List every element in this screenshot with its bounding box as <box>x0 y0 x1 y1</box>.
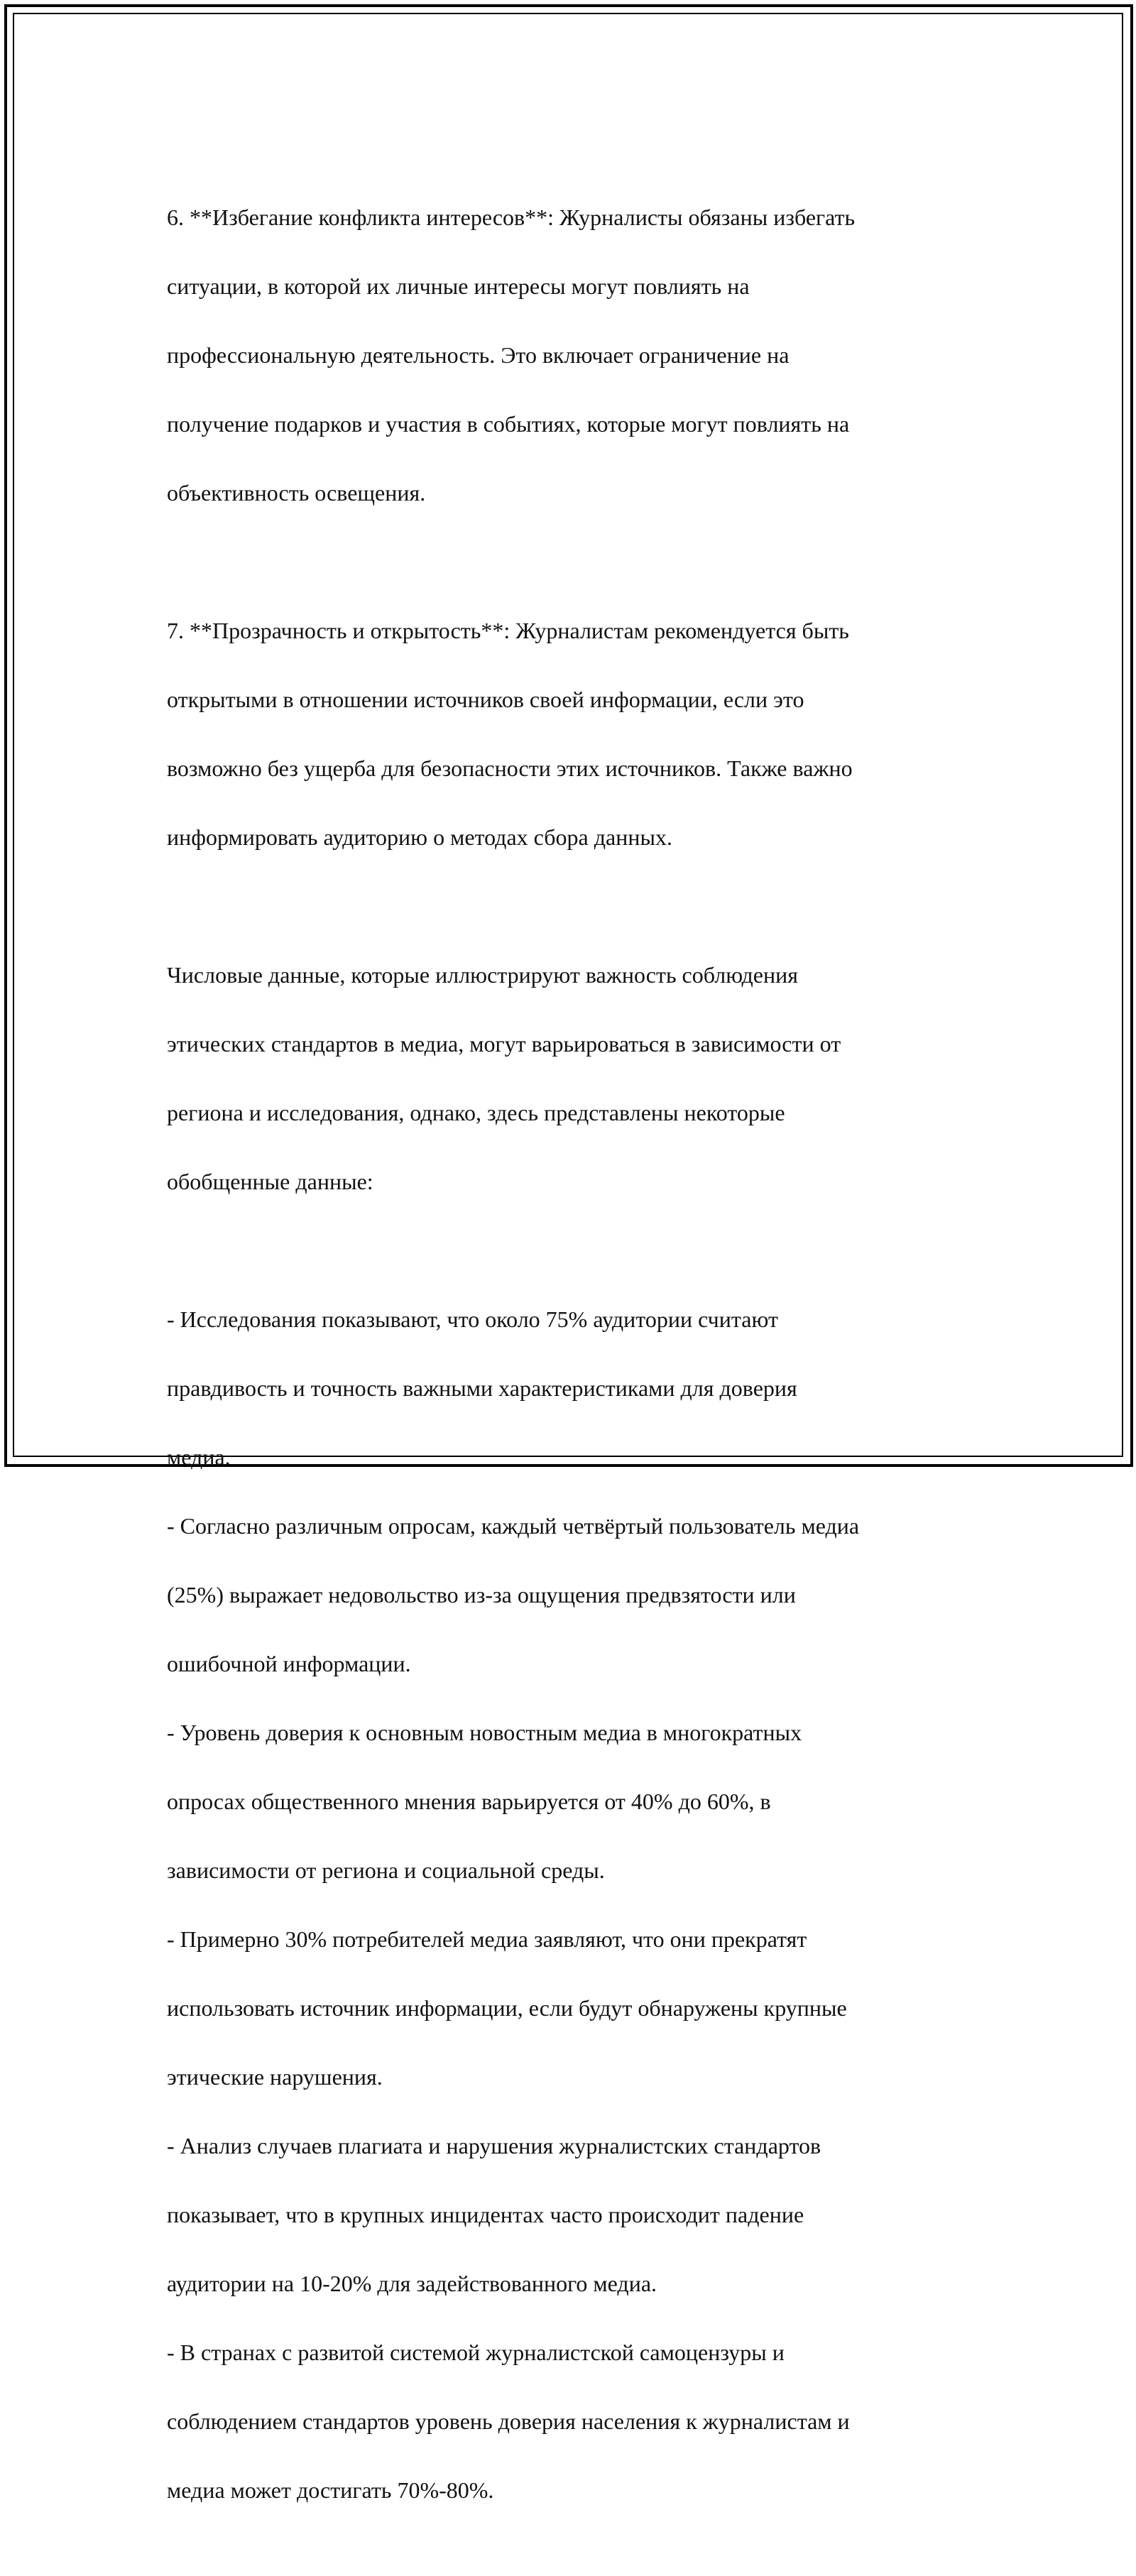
paragraph-statistics-list <box>167 1267 973 2542</box>
text-line: - Примерно 30% потребителей медиа заявляют, что они прекратят <box>167 1926 807 1952</box>
text-line: - В странах с развитой системой журналистской самоцензуры и <box>167 2339 785 2365</box>
text-line: профессиональную деятельность. Это включает ограничение на <box>167 342 790 368</box>
text-line: ошибочной информации. <box>167 1650 411 1676</box>
text-line: аудитории на 10-20% для задействованного медиа. <box>167 2270 657 2296</box>
paragraph-numeric-intro <box>167 923 973 1233</box>
text-line: Числовые данные, которые иллюстрируют важность соблюдения <box>167 961 798 988</box>
paragraph-conflict-of-interest <box>167 165 973 545</box>
text-line: этических стандартов в медиа, могут варьироваться в зависимости от <box>167 1030 841 1057</box>
text-line: 7. **Прозрачность и открытость**: Журналистам рекомендуется быть <box>167 617 849 643</box>
text-line: 6. **Избегание конфликта интересов**: Журналисты обязаны избегать <box>167 204 856 230</box>
text-line: - Согласно различным опросам, каждый четвёртый пользователь медиа <box>167 1512 860 1539</box>
text-line: ситуации, в которой их личные интересы могут повлиять на <box>167 273 750 299</box>
text-line: правдивость и точность важными характеристиками для доверия <box>167 1375 797 1401</box>
text-line: - Исследования показывают, что около 75% аудитории считают <box>167 1306 778 1332</box>
text-line: зависимости от региона и социальной среды. <box>167 1857 605 1883</box>
text-line: информировать аудиторию о методах сбора данных. <box>167 824 672 850</box>
paragraph-transparency <box>167 579 973 889</box>
text-line: использовать источник информации, если будут обнаружены крупные <box>167 1994 847 2021</box>
text-line: - Анализ случаев плагиата и нарушения журналистских стандартов <box>167 2132 821 2159</box>
text-line: открытыми в отношении источников своей информации, если это <box>167 686 804 712</box>
text-line: обобщенные данные: <box>167 1168 373 1194</box>
text-line: возможно без ущерба для безопасности этих источников. Также важно <box>167 755 853 781</box>
text-line: - Уровень доверия к основным новостным медиа в многократных <box>167 1719 802 1745</box>
text-line: региона и исследования, однако, здесь представлены некоторые <box>167 1099 785 1125</box>
text-line: медиа может достигать 70%-80%. <box>167 2477 494 2503</box>
text-line: медиа. <box>167 1443 231 1470</box>
text-line: соблюдением стандартов уровень доверия населения к журналистам и <box>167 2408 850 2434</box>
document-body <box>167 165 973 2576</box>
text-line: объективность освещения. <box>167 479 426 506</box>
text-line: получение подарков и участия в событиях, которые могут повлиять на <box>167 410 850 437</box>
text-line: (25%) выражает недовольство из-за ощущения предвзятости или <box>167 1581 796 1608</box>
text-line: опросах общественного мнения варьируется от 40% до 60%, в <box>167 1788 771 1814</box>
text-line: этические нарушения. <box>167 2063 383 2090</box>
text-line: показывает, что в крупных инцидентах часто происходит падение <box>167 2201 804 2227</box>
